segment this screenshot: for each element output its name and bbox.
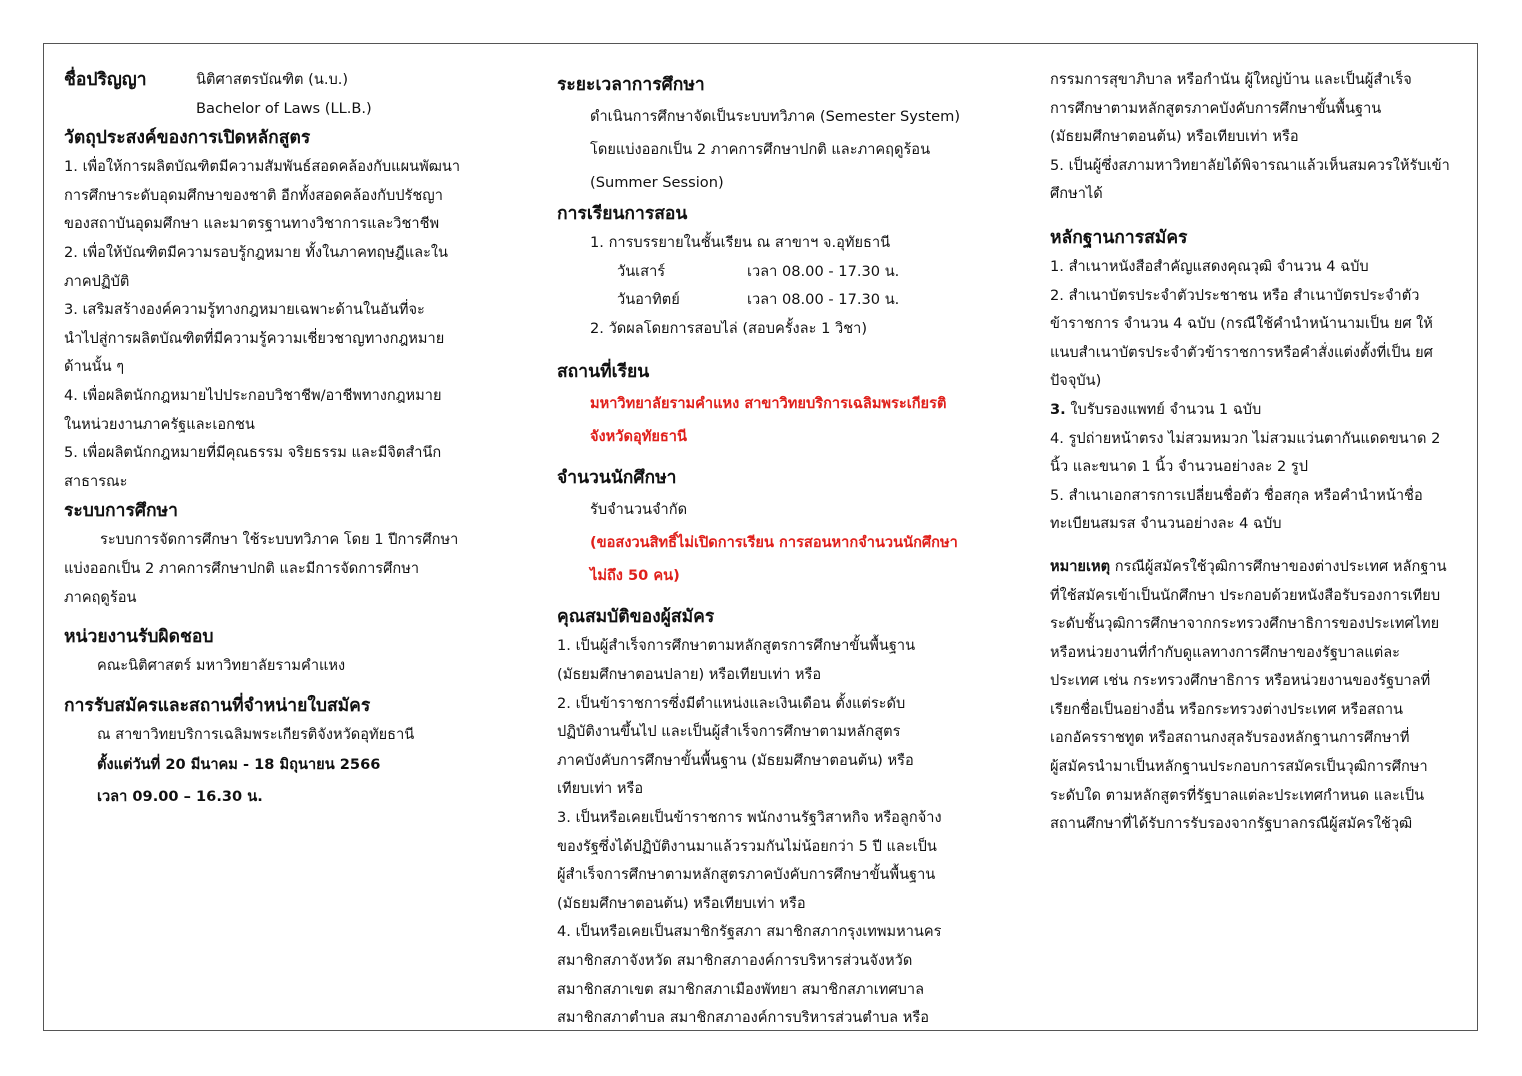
qualification-line: (มัธยมศึกษาตอนต้น) หรือเทียบเท่า หรือ — [557, 894, 806, 912]
qualification-line: 2. เป็นข้าราชการซึ่งมีตำแหน่งและเงินเดือน ตั้งแต่ระดับ — [557, 694, 906, 712]
evidence-line: ทะเบียนสมรส จำนวนอย่างละ 4 ฉบับ — [1050, 515, 1282, 533]
objectives-heading: วัตถุประสงค์ของการเปิดหลักสูตร — [64, 128, 311, 149]
evidence-line: 2. สำเนาบัตรประจำตัวประชาชน หรือ สำเนาบัตรประจำตัว — [1050, 286, 1420, 304]
qualification-line: ผู้สำเร็จการศึกษาตามหลักสูตรภาคบังคับการศึกษาขั้นพื้นฐาน — [557, 866, 936, 884]
note-line: ระดับใด ตามหลักสูตรที่รัฐบาลแต่ละประเทศกำหนด และเป็น — [1050, 786, 1425, 804]
duration-line: (Summer Session) — [590, 174, 724, 191]
responsible-heading: หน่วยงานรับผิดชอบ — [64, 627, 214, 648]
students-notice-line: (ขอสงวนสิทธิ์ไม่เปิดการเรียน การสอนหากจำนวนนักศึกษา — [590, 534, 958, 552]
qualification-line: เทียบเท่า หรือ — [557, 780, 644, 798]
evidence-line: 4. รูปถ่ายหน้าตรง ไม่สวมหมวก ไม่สวมแว่นตากันแดดขนาด 2 — [1050, 429, 1441, 447]
note-line: เอกอัครราชทูต หรือสถานกงสุลรับรองหลักฐานการศึกษาที่ — [1050, 729, 1410, 747]
duration-text — [557, 100, 987, 199]
qualification-line: กรรมการสุขาภิบาล หรือกำนัน ผู้ใหญ่บ้าน และเป็นผู้สำเร็จ — [1050, 71, 1412, 88]
venue-line: จังหวัดอุทัยธานี — [590, 428, 687, 446]
note-line: ประเทศ เช่น กระทรวงศึกษาธิการ หรือหน่วยงานของรัฐบาลที่ — [1050, 672, 1431, 690]
teaching-heading: การเรียนการสอน — [557, 204, 688, 224]
note-line: ที่ใช้สมัครเข้าเป็นนักศึกษา ประกอบด้วยหนังสือรับรองการเทียบ — [1050, 586, 1441, 604]
qualification-line: ภาคบังคับการศึกษาขั้นพื้นฐาน (มัธยมศึกษาตอนต้น) หรือ — [557, 751, 914, 769]
application-place: ณ สาขาวิทยบริการเฉลิมพระเกียรติจังหวัดอุทัยธานี — [97, 725, 415, 743]
venue-line: มหาวิทยาลัยรามคำแหง สาขาวิทยบริการเฉลิมพระเกียรติ — [590, 395, 947, 413]
qualification-line: สมาชิกสภาตำบล สมาชิกสภาองค์การบริหารส่วนตำบล หรือ — [557, 1009, 929, 1027]
schedule-row — [557, 258, 987, 287]
objectives-line: นำไปสู่การผลิตบัณฑิตที่มีความรู้ความเชี่ยวชาญทางกฎหมาย — [64, 329, 445, 347]
objectives-line: 3. เสริมสร้างองค์ความรู้ทางกฎหมายเฉพาะด้านในอันที่จะ — [64, 301, 425, 319]
note-label: หมายเหตุ — [1050, 557, 1111, 575]
schedule-day: วันเสาร์ — [617, 262, 666, 280]
qualifications-text — [557, 632, 987, 1031]
column-left — [64, 66, 489, 813]
qualification-line: ศึกษาได้ — [1050, 185, 1103, 203]
application-time: เวลา 09.00 – 16.30 น. — [97, 788, 263, 806]
qualifications-heading: คุณสมบัติของผู้สมัคร — [557, 607, 715, 628]
students-notice — [557, 526, 987, 592]
note-line: ผู้สมัครนำมาเป็นหลักฐานประกอบการสมัครเป็นวุฒิการศึกษา — [1050, 758, 1428, 776]
note-first-line — [1050, 553, 1475, 582]
objectives-line: 2. เพื่อให้บัณฑิตมีความรอบรู้กฎหมาย ทั้งในภาคทฤษฎีและใน — [64, 243, 449, 261]
evidence-text — [1050, 253, 1475, 539]
note-first: กรณีผู้สมัครใช้วุฒิการศึกษาของต่างประเทศ หลักฐาน — [1110, 557, 1447, 575]
note-line: หรือหน่วยงานที่กำกับดูแลทางการศึกษาของรัฐบาลแต่ละ — [1050, 643, 1400, 661]
duration-heading: ระยะเวลาการศึกษา — [557, 75, 705, 95]
qualification-line: สมาชิกสภาเขต สมาชิกสภาเมืองพัทยา สมาชิกสภาเทศบาล — [557, 980, 925, 998]
venue-heading: สถานที่เรียน — [557, 362, 650, 383]
qualification-line: 1. เป็นผู้สำเร็จการศึกษาตามหลักสูตรการศึกษาขั้นพื้นฐาน — [557, 637, 916, 655]
qualification-line: 5. เป็นผู้ซึ่งสภามหาวิทยาลัยได้พิจารณาแล้วเห็นสมควรให้รับเข้า — [1050, 156, 1450, 174]
objectives-line: 4. เพื่อผลิตนักกฎหมายไปประกอบวิชาชีพ/อาชีพทางกฎหมาย — [64, 386, 442, 404]
evidence-line: ข้าราชการ จำนวน 4 ฉบับ (กรณีใช้คำนำหน้านามเป็น ยศ ให้ — [1050, 315, 1433, 333]
responsible-text: คณะนิติศาสตร์ มหาวิทยาลัยรามคำแหง — [97, 657, 346, 675]
system-line: แบ่งออกเป็น 2 ภาคการศึกษาปกติ และมีการจัดการศึกษา — [64, 559, 420, 577]
objectives-line: ของสถาบันอุดมศึกษา และมาตรฐานทางวิชาการและวิชาชีพ — [64, 215, 440, 233]
qualification-line: 4. เป็นหรือเคยเป็นสมาชิกรัฐสภา สมาชิกสภากรุงเทพมหานคร — [557, 923, 942, 941]
system-heading: ระบบการศึกษา — [64, 501, 178, 522]
qualification-line: ปฏิบัติงานขึ้นไป และเป็นผู้สำเร็จการศึกษาตามหลักสูตร — [557, 723, 901, 741]
application-dates: ตั้งแต่วันที่ 20 มีนาคม - 18 มิถุนายน 2566 — [97, 756, 381, 774]
evidence-line: 1. สำเนาหนังสือสำคัญแสดงคุณวุฒิ จำนวน 4 ฉบับ — [1050, 257, 1369, 275]
column-middle — [557, 66, 987, 1031]
evidence-item3 — [1050, 396, 1475, 425]
schedule-time: เวลา 08.00 - 17.30 น. — [747, 291, 900, 309]
qualification-line: ของรัฐซึ่งได้ปฏิบัติงานมาแล้วรวมกันไม่น้อยกว่า 5 ปี และเป็น — [557, 837, 937, 855]
duration-line: โดยแบ่งออกเป็น 2 ภาคการศึกษาปกติ และภาคฤดูร้อน — [590, 141, 931, 158]
schedule-time: เวลา 08.00 - 17.30 น. — [747, 262, 900, 280]
qualification-line: สมาชิกสภาจังหวัด สมาชิกสภาองค์การบริหารส่วนจังหวัด — [557, 951, 913, 969]
teaching-item2: 2. วัดผลโดยการสอบไล่ (สอบครั้งละ 1 วิชา) — [590, 319, 868, 337]
degree-heading: ชื่อปริญญา — [64, 70, 147, 90]
degree-english: Bachelor of Laws (LL.B.) — [196, 99, 372, 117]
students-text: รับจำนวนจำกัด — [590, 501, 688, 519]
teaching-item1: 1. การบรรยายในชั้นเรียน ณ สาขาฯ จ.อุทัยธานี — [590, 234, 891, 251]
note-line: เรียกชื่อเป็นอย่างอื่น หรือกระทรวงต่างประเทศ หรือสถาน — [1050, 700, 1404, 718]
duration-line: ดำเนินการศึกษาจัดเป็นระบบทวิภาค (Semester System) — [590, 108, 961, 125]
qualifications-continued — [1050, 66, 1475, 209]
qualification-line: การศึกษาตามหลักสูตรภาคบังคับการศึกษาขั้นพื้นฐาน — [1050, 99, 1382, 117]
evidence-line: แนบสำเนาบัตรประจำตัวข้าราชการหรือคำสั่งแต่งตั้งที่เป็น ยศ — [1050, 343, 1433, 361]
qualification-line: 3. เป็นหรือเคยเป็นข้าราชการ พนักงานรัฐวิสาหกิจ หรือลูกจ้าง — [557, 808, 942, 826]
evidence-item3-number: 3. — [1050, 400, 1066, 418]
objectives-line: ในหน่วยงานภาครัฐและเอกชน — [64, 415, 255, 433]
evidence-item3-text: ใบรับรองแพทย์ จำนวน 1 ฉบับ — [1065, 400, 1262, 418]
degree-row — [64, 66, 489, 95]
note-line: สถานศึกษาที่ได้รับการรับรองจากรัฐบาลกรณีผู้สมัครใช้วุฒิ — [1050, 815, 1413, 833]
objectives-line: ภาคปฏิบัติ — [64, 272, 130, 290]
qualification-line: (มัธยมศึกษาตอนต้น) หรือเทียบเท่า หรือ — [1050, 128, 1299, 146]
degree-thai: นิติศาสตรบัณฑิต (น.บ.) — [196, 71, 349, 88]
system-line: ภาคฤดูร้อน — [64, 588, 137, 606]
evidence-line: 5. สำเนาเอกสารการเปลี่ยนชื่อตัว ชื่อสกุล หรือคำนำหน้าชื่อ — [1050, 486, 1423, 504]
objectives-line: 5. เพื่อผลิตนักกฎหมายที่มีคุณธรรม จริยธรรม และมีจิตสำนึก — [64, 444, 442, 462]
objectives-line: 1. เพื่อให้การผลิตบัณฑิตมีความสัมพันธ์สอดคล้องกับแผนพัฒนา — [64, 158, 461, 176]
objectives-line: สาธารณะ — [64, 472, 128, 490]
qualification-line: (มัธยมศึกษาตอนปลาย) หรือเทียบเท่า หรือ — [557, 665, 822, 683]
evidence-heading: หลักฐานการสมัคร — [1050, 227, 1188, 248]
venue-text — [557, 387, 987, 453]
column-right — [1050, 66, 1475, 839]
schedule-row — [557, 286, 987, 315]
objectives-line: ด้านนั้น ๆ — [64, 358, 125, 376]
objectives-line: การศึกษาระดับอุดมศึกษาของชาติ อีกทั้งสอดคล้องกับปรัชญา — [64, 186, 443, 204]
evidence-line: ปัจจุบัน) — [1050, 372, 1102, 390]
application-heading: การรับสมัครและสถานที่จำหน่ายใบสมัคร — [64, 695, 371, 716]
system-line: ระบบการจัดการศึกษา ใช้ระบบทวิภาค โดย 1 ปีการศึกษา — [100, 531, 459, 549]
note-line: ระดับชั้นวุฒิการศึกษาจากกระทรวงศึกษาธิการของประเทศไทย — [1050, 615, 1440, 633]
note-text — [1050, 553, 1475, 839]
brochure-panel — [43, 43, 1478, 1031]
students-notice-line: ไม่ถึง 50 คน) — [590, 567, 680, 585]
objectives-text — [64, 153, 489, 496]
schedule-day: วันอาทิตย์ — [617, 291, 680, 309]
evidence-line: นิ้ว และขนาด 1 นิ้ว จำนวนอย่างละ 2 รูป — [1050, 458, 1308, 476]
students-heading: จำนวนนักศึกษา — [557, 468, 677, 489]
